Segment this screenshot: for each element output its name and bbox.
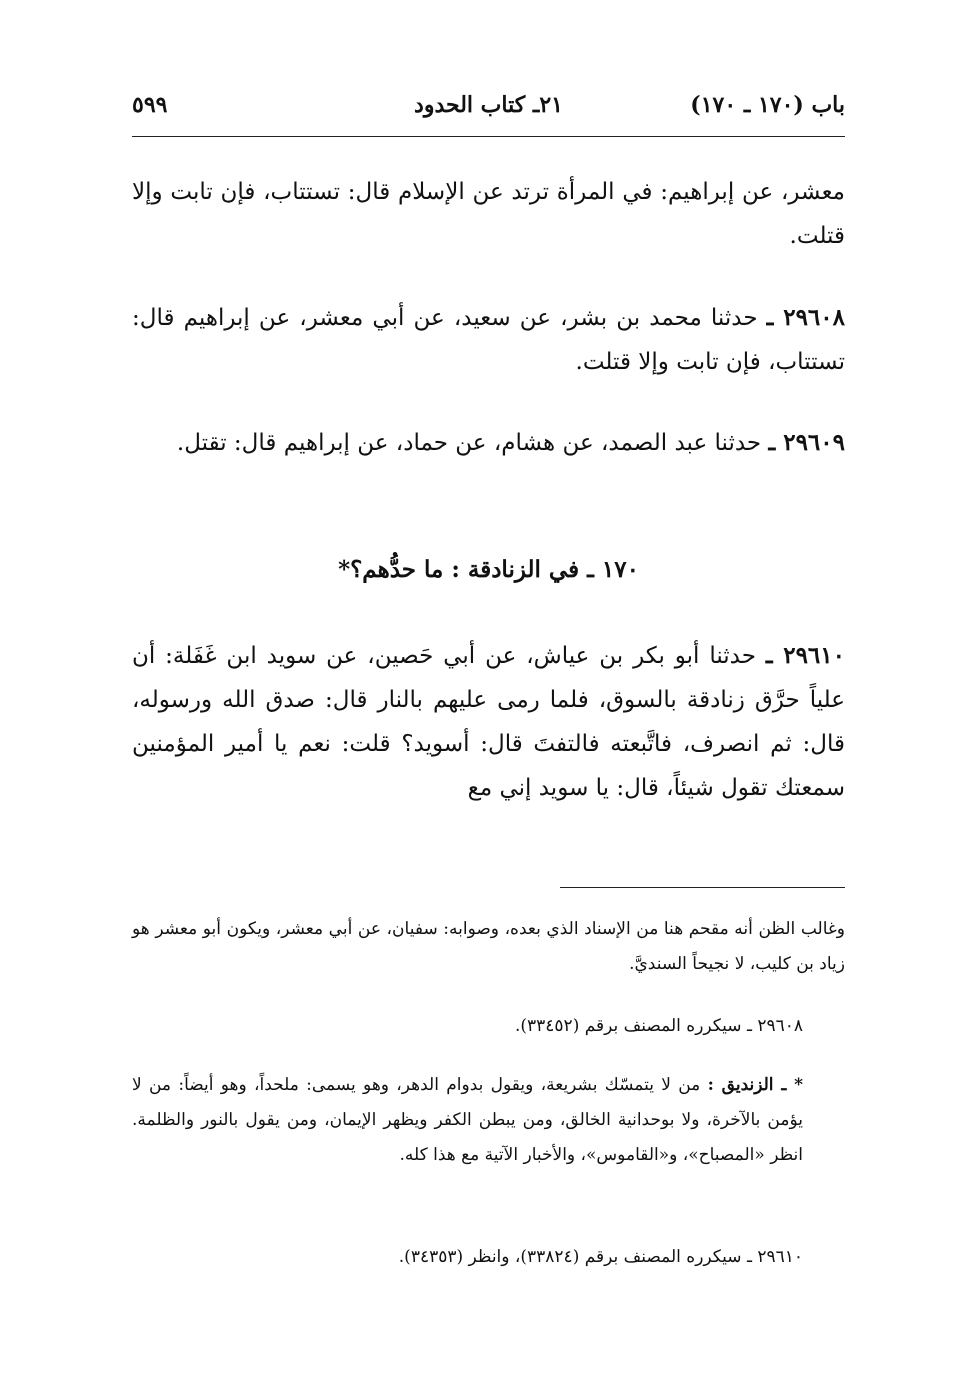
hadith-29609 (132, 421, 845, 465)
footnote-29608 (132, 1009, 845, 1044)
intro-text: معشر، عن إبراهيم: في المرأة ترتد عن الإسلام قال: تستتاب، فإن تابت وإلا قتلت. (132, 179, 845, 249)
book-title: ٢١ـ كتاب الحدود (414, 92, 563, 118)
footnote-paragraph (132, 1068, 845, 1173)
footnote-divider (560, 887, 845, 888)
footnote-text: من لا يتمسّك بشريعة، ويقول بدوام الدهر، وهو يسمى: ملحداً، وهو أيضاً: من لا يؤمن بالآخرة، ولا بوحدانية الخالق، ومن يبطن الكفر ويظهر الإيمان، ومن يقول بالنور والظلمة. انظر «المصباح»، و«القاموس»، والأخبار الآتية مع هذا كله. (132, 1075, 803, 1165)
book-page (132, 0, 845, 1387)
hadith-29610 (132, 634, 845, 810)
footnote-label: * ـ الزنديق : (707, 1075, 804, 1095)
hadith-text: حدثنا محمد بن بشر، عن سعيد، عن أبي معشر، عن إبراهيم قال: تستتاب، فإن تابت وإلا قتلت. (132, 305, 845, 375)
footnote-text: ٢٩٦٠٨ ـ سيكرره المصنف برقم (٣٣٤٥٢). (514, 1016, 803, 1036)
header-divider (132, 136, 845, 137)
hadith-text: حدثنا عبد الصمد، عن هشام، عن حماد، عن إبراهيم قال: تقتل. (176, 430, 769, 456)
footnote-continuation (132, 912, 845, 982)
hadith-number: ٢٩٦٠٩ ـ (768, 429, 845, 456)
section-heading: ١٧٠ ـ في الزنادقة : ما حدُّهم؟* (338, 556, 639, 583)
footnote-text: وغالب الظن أنه مقحم هنا من الإسناد الذي بعده، وصوابه: سفيان، عن أبي معشر، ويكون أبو معشر هو زياد بن كليب، لا نجيحاً السنديَّ. (132, 919, 845, 974)
intro-paragraph (132, 170, 845, 258)
footnote-zindiq (132, 1068, 845, 1173)
hadith-text: حدثنا أبو بكر بن عياش، عن أبي حَصين، عن سويد ابن غَفَلة: أن علياً حرَّق زنادقة بالسوق، فلما رمى عليهم بالنار قال: صدق الله ورسوله، قال: ثم انصرف، فاتَّبعته فالتفتَ قال: أسويد؟ قلت: نعم يا أمير المؤمنين سمعتك تقول شيئاً، قال: يا سويد إني مع (132, 643, 845, 801)
footnote-text: ٢٩٦١٠ ـ سيكرره المصنف برقم (٣٣٨٢٤)، وانظر (٣٤٣٥٣). (398, 1247, 803, 1267)
hadith-29608 (132, 296, 845, 384)
hadith-number: ٢٩٦١٠ ـ (765, 642, 845, 669)
running-header (132, 86, 845, 130)
chapter-range: باب (١٧٠ ـ ١٧٠) (690, 92, 845, 118)
footnote-29610 (132, 1240, 845, 1275)
page-number: ٥٩٩ (132, 92, 168, 118)
hadith-number: ٢٩٦٠٨ ـ (766, 304, 845, 331)
